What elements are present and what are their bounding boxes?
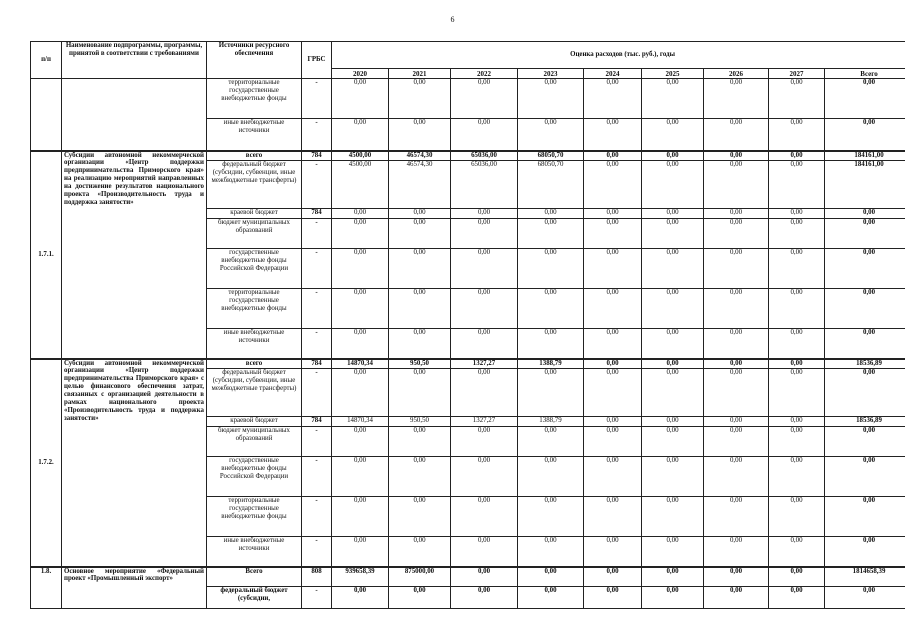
value-cell: 1388,79 [518, 359, 584, 369]
value-cell: 0,00 [642, 427, 704, 457]
grbs-cell: 784 [302, 417, 332, 427]
value-cell: 0,00 [769, 457, 825, 497]
header-grbs: ГРБС [302, 42, 332, 79]
value-cell: 0,00 [389, 209, 451, 219]
grbs-cell: - [302, 329, 332, 359]
value-cell: 0,00 [332, 209, 389, 219]
source-cell: территориальные государственные внебюджетные фонды [207, 497, 302, 537]
value-cell: 68050,70 [518, 151, 584, 161]
value-cell: 0,00 [584, 369, 642, 417]
header-estimate: Оценка расходов (тыс. руб.), годы [332, 42, 905, 69]
value-cell: 0,00 [825, 249, 905, 289]
source-cell: всего [207, 151, 302, 161]
value-cell: 0,00 [642, 369, 704, 417]
header-name: Наименование подпрограммы, программы, принятой в соответствии с требованиями [62, 42, 207, 79]
value-cell: 0,00 [704, 219, 769, 249]
value-cell: 0,00 [825, 587, 905, 609]
row-number-cell [31, 79, 62, 151]
year-header: 2021 [389, 69, 451, 79]
value-cell: 1327,27 [451, 417, 518, 427]
value-cell: 0,00 [451, 249, 518, 289]
grbs-cell: - [302, 537, 332, 567]
value-cell: 0,00 [642, 161, 704, 209]
value-cell: 0,00 [518, 329, 584, 359]
value-cell: 0,00 [704, 119, 769, 151]
source-cell: государственные внебюджетные фонды Российской Федерации [207, 457, 302, 497]
value-cell: 46574,30 [389, 151, 451, 161]
value-cell: 0,00 [642, 537, 704, 567]
value-cell: 4500,00 [332, 151, 389, 161]
value-cell: 0,00 [642, 329, 704, 359]
value-cell: 0,00 [584, 79, 642, 119]
value-cell: 0,00 [584, 119, 642, 151]
value-cell: 4500,00 [332, 161, 389, 209]
value-cell: 0,00 [332, 119, 389, 151]
section-name: Основное мероприятие «Федеральный проект «Промышленный экспорт» [62, 567, 207, 609]
grbs-cell: - [302, 219, 332, 249]
table-body [31, 79, 905, 609]
value-cell: 0,00 [769, 369, 825, 417]
value-cell: 0,00 [769, 119, 825, 151]
value-cell: 0,00 [584, 161, 642, 209]
value-cell: 0,00 [769, 427, 825, 457]
value-cell: 0,00 [769, 79, 825, 119]
value-cell: 0,00 [389, 79, 451, 119]
value-cell: 0,00 [332, 249, 389, 289]
value-cell: 0,00 [389, 537, 451, 567]
value-cell: 0,00 [451, 587, 518, 609]
grbs-cell: - [302, 457, 332, 497]
value-cell: 0,00 [584, 219, 642, 249]
value-cell: 0,00 [704, 567, 769, 587]
value-cell: 0,00 [769, 567, 825, 587]
value-cell: 0,00 [704, 249, 769, 289]
value-cell: 0,00 [584, 567, 642, 587]
value-cell: 0,00 [389, 329, 451, 359]
value-cell: 0,00 [518, 119, 584, 151]
value-cell: 18536,89 [825, 417, 905, 427]
value-cell: 0,00 [769, 161, 825, 209]
year-header: 2026 [704, 69, 769, 79]
grbs-cell: - [302, 161, 332, 209]
source-cell: бюджет муниципальных образований [207, 427, 302, 457]
value-cell: 0,00 [389, 119, 451, 151]
page-number: 6 [450, 15, 455, 24]
value-cell: 1814658,39 [825, 567, 905, 587]
value-cell: 0,00 [518, 219, 584, 249]
value-cell: 0,00 [642, 359, 704, 369]
value-cell: 0,00 [704, 151, 769, 161]
value-cell: 0,00 [389, 249, 451, 289]
value-cell: 0,00 [769, 329, 825, 359]
value-cell: 950,50 [389, 417, 451, 427]
header-sources: Источники ресурсного обеспечения [207, 42, 302, 79]
value-cell: 0,00 [642, 209, 704, 219]
value-cell: 0,00 [451, 427, 518, 457]
value-cell: 0,00 [704, 497, 769, 537]
value-cell: 0,00 [332, 289, 389, 329]
section-number: 1.7.1. [31, 151, 62, 359]
value-cell: 0,00 [704, 587, 769, 609]
value-cell: 0,00 [451, 457, 518, 497]
value-cell: 0,00 [518, 497, 584, 537]
row-name-cell [62, 79, 207, 151]
value-cell: 0,00 [584, 457, 642, 497]
value-cell: 0,00 [704, 457, 769, 497]
value-cell: 65036,00 [451, 161, 518, 209]
value-cell: 0,00 [704, 289, 769, 329]
value-cell: 0,00 [642, 219, 704, 249]
value-cell: 0,00 [704, 161, 769, 209]
value-cell: 0,00 [704, 79, 769, 119]
source-cell: Всего [207, 567, 302, 587]
value-cell: 0,00 [518, 249, 584, 289]
year-header: 2024 [584, 69, 642, 79]
value-cell: 0,00 [642, 587, 704, 609]
value-cell: 0,00 [451, 497, 518, 537]
table-row [31, 567, 905, 587]
value-cell: 0,00 [769, 219, 825, 249]
value-cell: 0,00 [332, 587, 389, 609]
value-cell: 0,00 [584, 417, 642, 427]
grbs-cell: - [302, 497, 332, 537]
year-header: 2020 [332, 69, 389, 79]
value-cell: 0,00 [332, 329, 389, 359]
value-cell: 0,00 [389, 457, 451, 497]
value-cell: 0,00 [451, 219, 518, 249]
value-cell: 0,00 [769, 359, 825, 369]
value-cell: 0,00 [332, 427, 389, 457]
value-cell: 0,00 [389, 587, 451, 609]
value-cell: 0,00 [518, 567, 584, 587]
value-cell: 0,00 [825, 119, 905, 151]
value-cell: 0,00 [769, 417, 825, 427]
value-cell: 0,00 [518, 369, 584, 417]
source-cell: федеральный бюджет (субсидии, субвенции, иные межбюджетные трансферты) [207, 369, 302, 417]
value-cell: 0,00 [704, 329, 769, 359]
grbs-cell: - [302, 427, 332, 457]
value-cell: 14870,34 [332, 417, 389, 427]
value-cell: 0,00 [769, 537, 825, 567]
value-cell: 0,00 [518, 537, 584, 567]
value-cell: 0,00 [769, 209, 825, 219]
grbs-cell: - [302, 119, 332, 151]
value-cell: 0,00 [584, 359, 642, 369]
value-cell: 0,00 [825, 329, 905, 359]
source-cell: бюджет муниципальных образований [207, 219, 302, 249]
value-cell: 0,00 [584, 151, 642, 161]
value-cell: 0,00 [389, 427, 451, 457]
value-cell: 0,00 [451, 79, 518, 119]
value-cell: 65036,00 [451, 151, 518, 161]
value-cell: 0,00 [642, 249, 704, 289]
value-cell: 0,00 [769, 497, 825, 537]
source-cell: территориальные государственные внебюджетные фонды [207, 79, 302, 119]
value-cell: 0,00 [769, 289, 825, 329]
value-cell: 0,00 [584, 249, 642, 289]
value-cell: 0,00 [704, 369, 769, 417]
value-cell: 0,00 [518, 289, 584, 329]
value-cell: 0,00 [769, 249, 825, 289]
year-header: 2023 [518, 69, 584, 79]
value-cell: 0,00 [825, 537, 905, 567]
value-cell: 0,00 [451, 209, 518, 219]
value-cell: 0,00 [584, 587, 642, 609]
value-cell: 0,00 [642, 457, 704, 497]
value-cell: 0,00 [389, 497, 451, 537]
value-cell: 0,00 [584, 289, 642, 329]
value-cell: 939658,39 [332, 567, 389, 587]
value-cell: 0,00 [332, 79, 389, 119]
source-cell: краевой бюджет [207, 209, 302, 219]
value-cell: 0,00 [769, 587, 825, 609]
value-cell: 0,00 [704, 427, 769, 457]
value-cell: 0,00 [642, 119, 704, 151]
value-cell: 0,00 [769, 151, 825, 161]
value-cell: 46574,30 [389, 161, 451, 209]
value-cell: 1388,79 [518, 417, 584, 427]
source-cell: всего [207, 359, 302, 369]
value-cell: 0,00 [451, 329, 518, 359]
value-cell: 1327,27 [451, 359, 518, 369]
value-cell: 0,00 [704, 537, 769, 567]
grbs-cell: - [302, 79, 332, 119]
header-pp: п/п [31, 42, 62, 79]
expenses-table [30, 41, 905, 609]
value-cell: 0,00 [825, 497, 905, 537]
value-cell: 0,00 [584, 329, 642, 359]
grbs-cell: - [302, 369, 332, 417]
value-cell: 0,00 [518, 457, 584, 497]
table-row [31, 79, 905, 119]
value-cell: 0,00 [584, 427, 642, 457]
value-cell: 68050,70 [518, 161, 584, 209]
value-cell: 0,00 [704, 359, 769, 369]
grbs-cell: 784 [302, 209, 332, 219]
year-header: Всего [825, 69, 905, 79]
table-row [31, 151, 905, 161]
value-cell: 0,00 [389, 219, 451, 249]
grbs-cell: - [302, 587, 332, 609]
value-cell: 0,00 [451, 567, 518, 587]
value-cell: 184161,00 [825, 161, 905, 209]
value-cell: 0,00 [704, 209, 769, 219]
value-cell: 0,00 [642, 79, 704, 119]
value-cell: 0,00 [332, 457, 389, 497]
value-cell: 0,00 [332, 537, 389, 567]
value-cell: 0,00 [451, 119, 518, 151]
source-cell: территориальные государственные внебюджетные фонды [207, 289, 302, 329]
value-cell: 0,00 [584, 497, 642, 537]
year-header: 2025 [642, 69, 704, 79]
value-cell: 0,00 [825, 369, 905, 417]
section-name: Субсидии автономной некоммерческой организации «Центр поддержки предпринимательства Приморского края» на реализацию мероприятий направленных на достижение результатов национального проекта «Производительность труда и поддержка занятости» [62, 151, 207, 359]
value-cell: 0,00 [825, 427, 905, 457]
value-cell: 0,00 [704, 417, 769, 427]
grbs-cell: 808 [302, 567, 332, 587]
year-header: 2022 [451, 69, 518, 79]
source-cell: государственные внебюджетные фонды Российской Федерации [207, 249, 302, 289]
value-cell: 0,00 [451, 289, 518, 329]
grbs-cell: - [302, 249, 332, 289]
value-cell: 0,00 [642, 567, 704, 587]
value-cell: 0,00 [825, 289, 905, 329]
value-cell: 0,00 [332, 219, 389, 249]
value-cell: 0,00 [332, 497, 389, 537]
grbs-cell: 784 [302, 151, 332, 161]
value-cell: 0,00 [825, 209, 905, 219]
value-cell: 184161,00 [825, 151, 905, 161]
value-cell: 0,00 [451, 537, 518, 567]
value-cell: 0,00 [825, 457, 905, 497]
value-cell: 0,00 [584, 537, 642, 567]
value-cell: 0,00 [642, 417, 704, 427]
value-cell: 875000,00 [389, 567, 451, 587]
source-cell: краевой бюджет [207, 417, 302, 427]
value-cell: 18536,89 [825, 359, 905, 369]
source-cell: иные внебюджетные источники [207, 119, 302, 151]
value-cell: 0,00 [389, 289, 451, 329]
value-cell: 0,00 [518, 79, 584, 119]
source-cell: иные внебюджетные источники [207, 537, 302, 567]
source-cell: федеральный бюджет (субсидии, субвенции, иные межбюджетные трансферты) [207, 161, 302, 209]
table-row [31, 359, 905, 369]
section-number: 1.7.2. [31, 359, 62, 567]
grbs-cell: - [302, 289, 332, 329]
source-cell: федеральный бюджет (субсидии, [207, 587, 302, 609]
section-name: Субсидии автономной некоммерческой организации «Центр поддержки предпринимательства Приморского края» с целью финансового обеспечения затрат, связанных с организацией деятельности в рамках национального проекта «Производительность труда и поддержка занятости» [62, 359, 207, 567]
year-header: 2027 [769, 69, 825, 79]
value-cell: 0,00 [518, 427, 584, 457]
section-number: 1.8. [31, 567, 62, 609]
value-cell: 14870,34 [332, 359, 389, 369]
value-cell: 0,00 [518, 587, 584, 609]
source-cell: иные внебюджетные источники [207, 329, 302, 359]
value-cell: 0,00 [389, 369, 451, 417]
value-cell: 0,00 [518, 209, 584, 219]
value-cell: 0,00 [825, 79, 905, 119]
value-cell: 950,50 [389, 359, 451, 369]
value-cell: 0,00 [825, 219, 905, 249]
value-cell: 0,00 [642, 151, 704, 161]
grbs-cell: 784 [302, 359, 332, 369]
value-cell: 0,00 [642, 497, 704, 537]
value-cell: 0,00 [642, 289, 704, 329]
value-cell: 0,00 [451, 369, 518, 417]
value-cell: 0,00 [584, 209, 642, 219]
value-cell: 0,00 [332, 369, 389, 417]
